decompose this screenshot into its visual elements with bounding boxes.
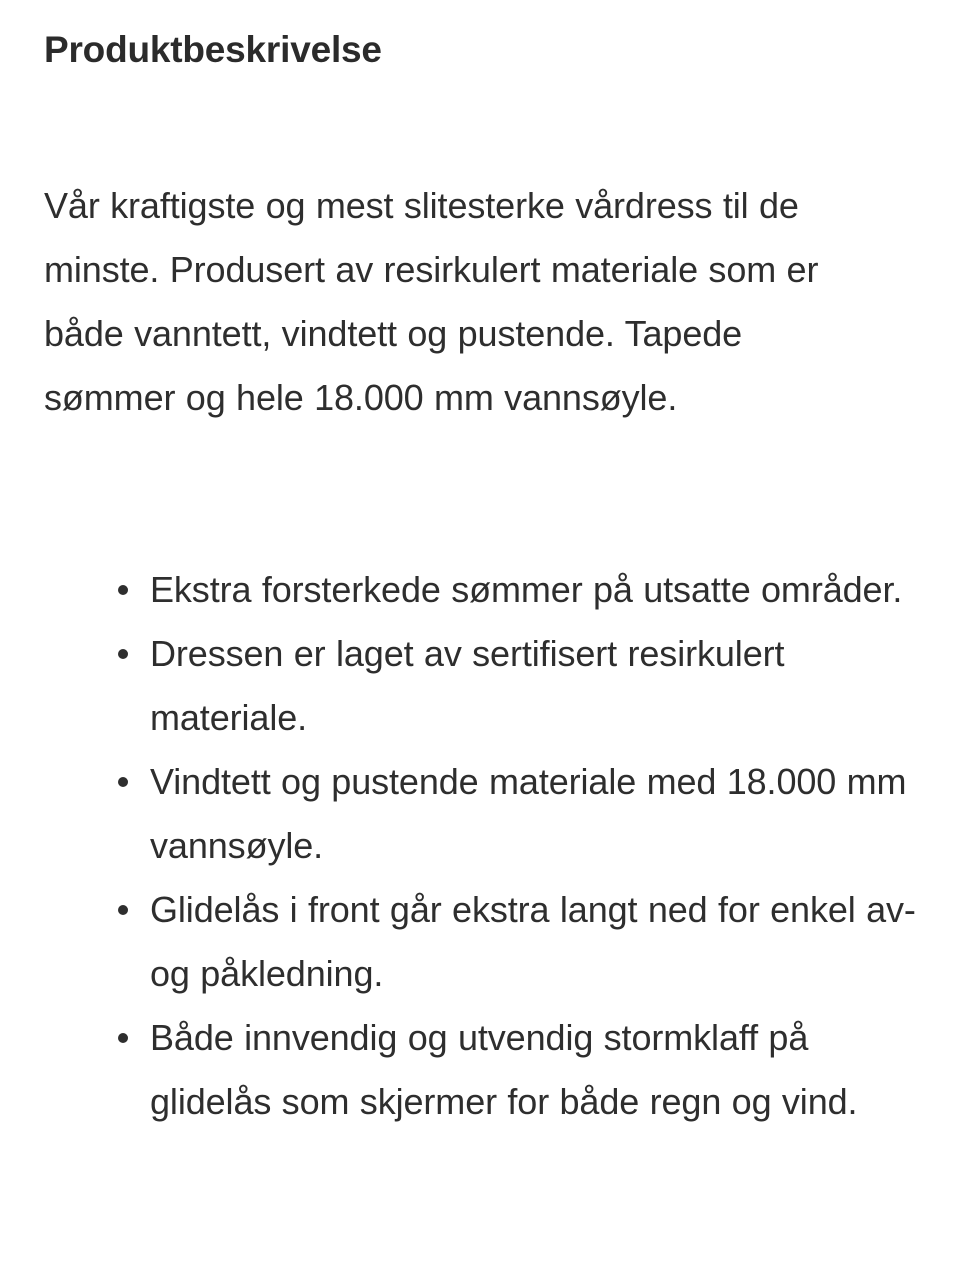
product-feature-list <box>0 558 960 1134</box>
list-item <box>0 750 960 878</box>
list-item-label: Glidelås i front går ekstra langt ned for enkel av- og påkledning. <box>150 889 916 994</box>
bullet-icon <box>118 905 128 915</box>
list-item <box>0 558 960 622</box>
bullet-icon <box>118 777 128 787</box>
list-item-label: Både innvendig og utvendig stormklaff på glidelås som skjermer for både regn og vind. <box>150 1017 858 1122</box>
bullet-icon <box>118 585 128 595</box>
list-item-label: Vindtett og pustende materiale med 18.000 mm vannsøyle. <box>150 761 907 866</box>
list-item-label: Dressen er laget av sertifisert resirkulert materiale. <box>150 633 785 738</box>
list-item-label: Ekstra forsterkede sømmer på utsatte områder. <box>150 569 903 610</box>
list-item <box>0 878 960 1006</box>
list-item <box>0 622 960 750</box>
bullet-icon <box>118 649 128 659</box>
list-item <box>0 1006 960 1134</box>
bullet-icon <box>118 1033 128 1043</box>
product-intro-paragraph: Vår kraftigste og mest slitesterke vårdress til de minste. Produsert av resirkulert materiale som er både vanntett, vindtett og pustende. Tapede sømmer og hele 18.000 mm vannsøyle. <box>44 185 819 418</box>
page-title: Produktbeskrivelse <box>44 29 382 70</box>
